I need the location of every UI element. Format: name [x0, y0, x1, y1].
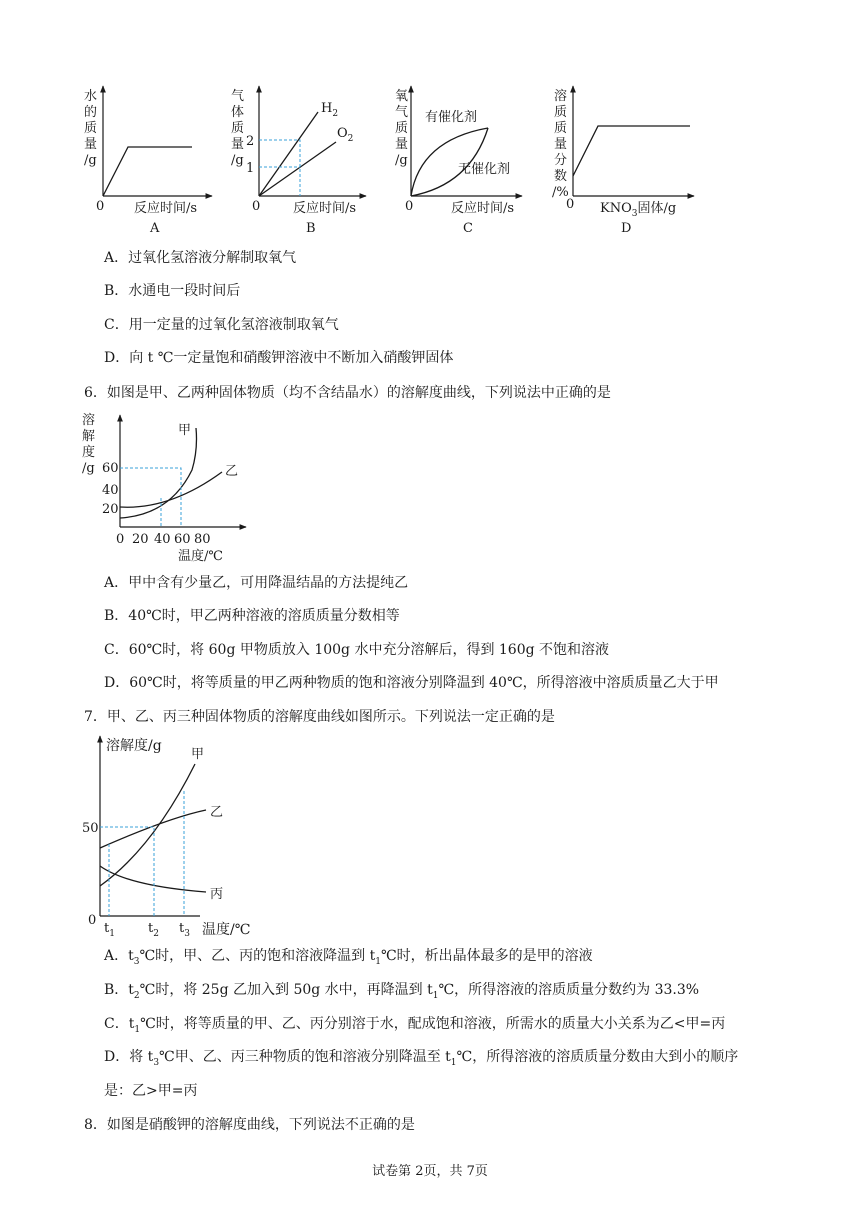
q6-graph: [70, 410, 270, 570]
graph-b-xlabel: 反应时间/s: [293, 201, 357, 216]
q7-origin: 0: [88, 913, 97, 928]
q7-curve-bing: [100, 866, 206, 892]
svg-text:分: 分: [554, 153, 568, 168]
q7-xtick-t3: $t_3$: [179, 921, 190, 939]
q6-option-a: A．甲中含有少量乙，可用降温结晶的方法提纯乙: [104, 575, 409, 591]
graph-c-catalyst-label: 有催化剂: [425, 110, 478, 125]
q7-option-d: D．将 $t_3℃$甲、乙、丙三种物质的饱和溶液分别降温至 $t_1℃$，所得溶液的溶质质量分数由大到小的顺序: [104, 1049, 739, 1068]
svg-text:量: 量: [554, 137, 568, 152]
svg-text:/g: /g: [84, 153, 97, 168]
svg-text:/%: /%: [552, 185, 569, 200]
q6-xtick-0: 0: [116, 532, 125, 547]
graph-c-xlabel: 反应时间/s: [451, 201, 515, 216]
q7-series-yi: 乙: [210, 805, 224, 820]
graph-c: [395, 86, 522, 236]
q6-option-b: B．40℃时，甲乙两种溶液的溶质质量分数相等: [104, 608, 400, 624]
q6-ytick-40: 40: [102, 483, 119, 498]
graph-a-origin: 0: [96, 199, 105, 214]
svg-text:质: 质: [231, 121, 245, 136]
svg-text:氧: 氧: [395, 89, 409, 104]
graph-b-o2-label: $O_2$: [337, 126, 354, 144]
q6-option-c: C．60℃时，将 60g 甲物质放入 100g 水中充分溶解后，得到 160g 不饱和溶液: [104, 642, 610, 658]
q7-ylabel: 溶解度/g: [106, 738, 162, 754]
q6-curve-yi: [120, 472, 222, 507]
graph-a-ylabel: [84, 88, 97, 168]
graph-b-caption: B: [306, 221, 316, 236]
graph-c-ylabel: [395, 89, 408, 168]
graph-c-caption: C: [463, 221, 473, 236]
svg-text:质: 质: [84, 121, 98, 136]
graph-b-ylabel: [231, 89, 244, 168]
q7-curve-yi: [100, 810, 206, 848]
q6-option-d: D．60℃时，将等质量的甲乙两种物质的饱和溶液分别降温到 40℃，所得溶液中溶质质量乙大于甲: [104, 675, 719, 691]
svg-text:溶: 溶: [82, 413, 96, 428]
svg-text:/g: /g: [82, 461, 95, 476]
svg-text:/g: /g: [395, 153, 408, 168]
q6-stem: 6．如图是甲、乙两种固体物质（均不含结晶水）的溶解度曲线，下列说法中正确的是: [84, 385, 611, 401]
graph-a-caption: A: [150, 221, 160, 236]
graph-a: [84, 86, 212, 236]
q5-option-c: C．用一定量的过氧化氢溶液制取氧气: [104, 317, 339, 333]
svg-text:度: 度: [82, 445, 96, 460]
q7-xlabel: 温度/℃: [202, 922, 251, 938]
q6-xtick-80: 80: [194, 532, 211, 547]
q6-xtick-20: 20: [132, 532, 149, 547]
graph-b-h2-line: [259, 112, 318, 196]
q6-series-jia: 甲: [178, 423, 192, 438]
graph-a-curve: [103, 147, 192, 196]
svg-text:水: 水: [84, 89, 98, 104]
graph-c-origin: 0: [405, 199, 414, 214]
q6-xtick-60: 60: [174, 532, 191, 547]
svg-text:质: 质: [554, 121, 568, 136]
svg-text:溶: 溶: [554, 89, 568, 104]
graph-b-tick-2: 2: [246, 134, 255, 149]
svg-text:量: 量: [231, 137, 245, 152]
graph-b: [231, 86, 366, 236]
svg-text:数: 数: [554, 169, 568, 184]
svg-text:气: 气: [395, 105, 409, 120]
q6-ylabel: [82, 412, 95, 476]
q6-ytick-60: 60: [102, 461, 119, 476]
q7-ytick-50: 50: [82, 821, 99, 836]
q7-option-d-continued: 是：乙>甲=丙: [104, 1083, 198, 1099]
q7-xtick-t1: $t_1$: [104, 921, 115, 939]
graph-d-xlabel: $KNO_3$固体/g: [600, 201, 677, 219]
q7-series-bing: 丙: [210, 887, 224, 902]
graph-b-o2-line: [259, 142, 336, 196]
q5-option-d: D．向 t ℃一定量饱和硝酸钾溶液中不断加入硝酸钾固体: [104, 350, 454, 366]
graph-d-origin: 0: [566, 197, 575, 212]
graph-d-curve: [573, 126, 690, 176]
graph-b-h2-label: $H_2$: [321, 101, 339, 119]
graph-d: [552, 86, 694, 236]
q7-xtick-t2: $t_2$: [148, 921, 159, 939]
page-footer: 试卷第 2页，共 7页: [372, 1164, 488, 1179]
svg-text:的: 的: [84, 105, 98, 120]
q5-graphs: [0, 0, 860, 240]
q6-xlabel: 温度/℃: [178, 549, 223, 564]
graph-b-origin: 0: [252, 199, 261, 214]
q6-series-yi: 乙: [225, 464, 239, 479]
graph-b-tick-1: 1: [246, 161, 255, 176]
q8-stem: 8．如图是硝酸钾的溶解度曲线，下列说法不正确的是: [84, 1117, 415, 1133]
q7-option-c: C．$t_1℃$时，将等质量的甲、乙、丙分别溶于水，配成饱和溶液，所需水的质量大小关系为乙<甲=丙: [104, 1016, 726, 1035]
q7-curve-jia: [100, 764, 195, 886]
q7-option-b: B．$t_2℃$时，将 25g 乙加入到 50g 水中，再降温到 $t_1℃$，所得溶液的溶质质量分数约为 33.3%: [104, 982, 700, 1001]
q6-ytick-20: 20: [102, 502, 119, 517]
q7-series-jia: 甲: [191, 747, 205, 762]
q6-curve-jia: [120, 428, 197, 518]
svg-text:质: 质: [554, 105, 568, 120]
graph-c-no-catalyst-label: 无催化剂: [458, 162, 511, 177]
graph-a-xlabel: 反应时间/s: [134, 201, 198, 216]
q7-stem: 7．甲、乙、丙三种固体物质的溶解度曲线如图所示。下列说法一定正确的是: [84, 709, 555, 725]
svg-text:量: 量: [84, 137, 98, 152]
svg-text:体: 体: [231, 105, 245, 120]
graph-d-ylabel: [552, 88, 569, 200]
svg-text:/g: /g: [231, 153, 244, 168]
graph-d-caption: D: [621, 221, 632, 236]
q6-xtick-40: 40: [154, 532, 171, 547]
svg-text:质: 质: [395, 121, 409, 136]
svg-text:量: 量: [395, 137, 409, 152]
svg-text:气: 气: [231, 89, 245, 104]
q5-option-a: A．过氧化氢溶液分解制取氧气: [104, 250, 297, 266]
q7-option-a: A．$t_3℃$时，甲、乙、丙的饱和溶液降温到 $t_1℃$时，析出晶体最多的是甲的溶液: [104, 948, 593, 967]
q7-graph: [78, 728, 268, 943]
svg-text:解: 解: [82, 429, 96, 444]
q5-option-b: B．水通电一段时间后: [104, 283, 241, 299]
